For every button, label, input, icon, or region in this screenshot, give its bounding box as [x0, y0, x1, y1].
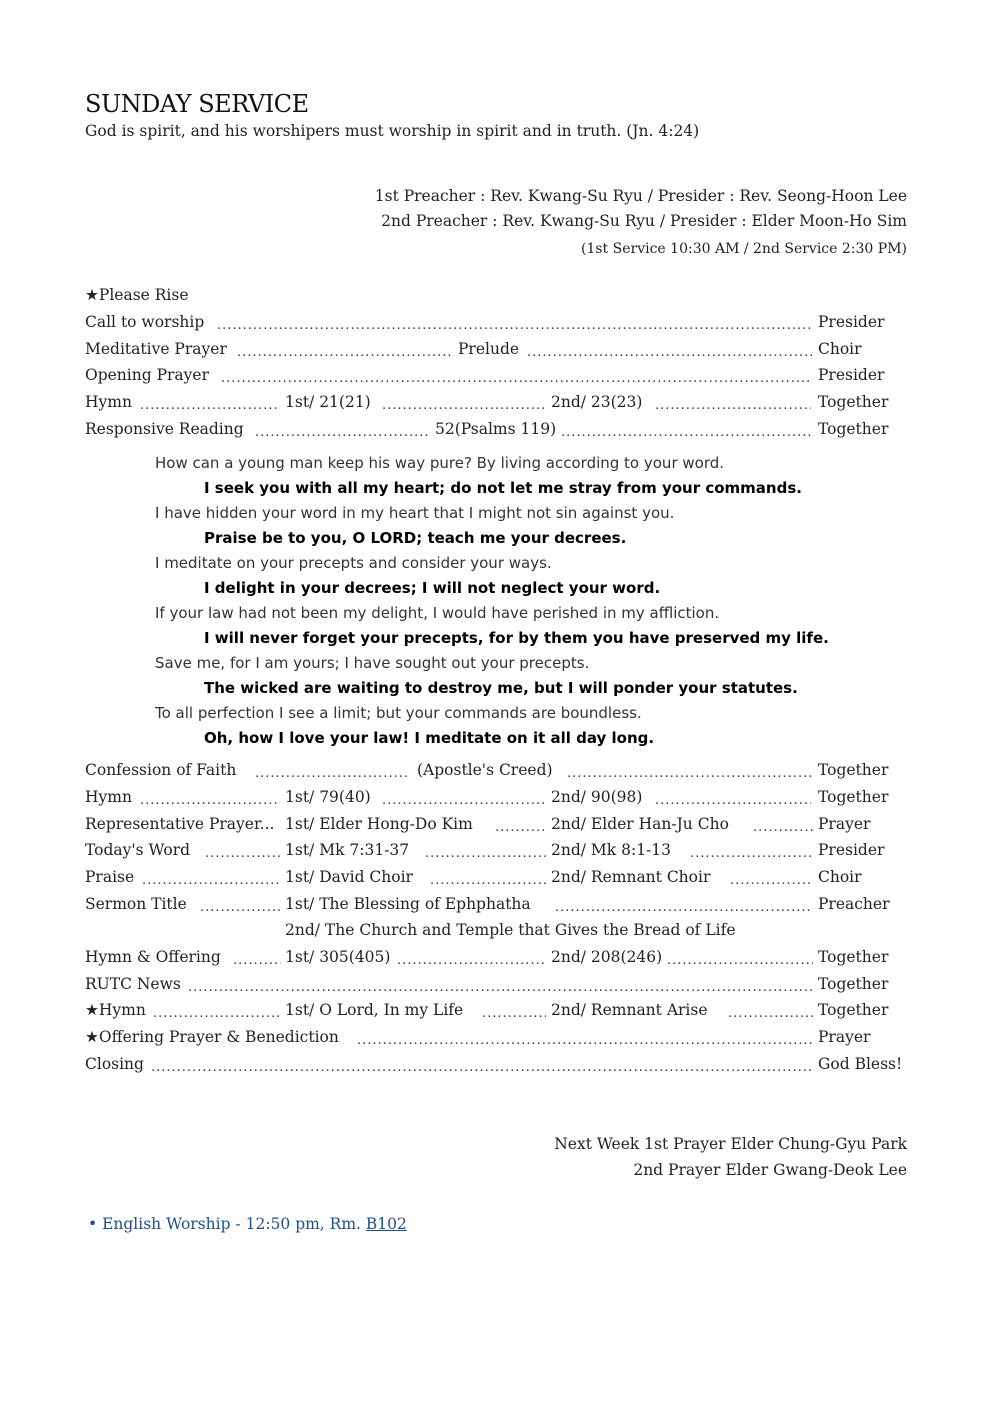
item-offering-prayer-benediction: ..... ★Offering Prayer & Benediction Prayer [85, 1028, 907, 1050]
reading-leader-line: I have hidden your word in my heart that I might not sin against you. [155, 504, 675, 522]
reading-leader-line: I meditate on your precepts and consider your ways. [155, 554, 552, 572]
english-worship-note [88, 1215, 407, 1233]
item-meditative-prayer: ..... ..... Meditative Prayer Prelude Choir [85, 340, 907, 362]
item-responsive-reading: ..... ..... Responsive Reading 52(Psalms 119) Together [85, 420, 907, 442]
english-worship-text: • English Worship - 12:50 pm, Rm. [88, 1215, 366, 1233]
item-sermon-title-2nd: 2nd/ The Church and Temple that Gives the Bread of Life [285, 921, 736, 939]
reading-leader-line: If your law had not been my delight, I would have perished in my affliction. [155, 604, 720, 622]
reading-people-line: Praise be to you, O LORD; teach me your decrees. [204, 529, 627, 547]
item-confession-of-faith: ..... ..... Confession of Faith (Apostle's Creed) Together [85, 761, 907, 783]
item-opening-prayer: ..... Opening Prayer Presider [85, 366, 907, 388]
preacher-line-2: 2nd Preacher : Rev. Kwang-Su Ryu / Presider : Elder Moon-Ho Sim [381, 212, 907, 230]
please-rise-note: ★Please Rise [85, 286, 189, 304]
page-title: SUNDAY SERVICE [85, 90, 309, 118]
item-hymn-3: ..... ..... ..... ★Hymn 1st/ O Lord, In my Life 2nd/ Remnant Arise Together [85, 1001, 907, 1023]
item-praise: ..... ..... ..... Praise 1st/ David Choir 2nd/ Remnant Choir Choir [85, 868, 907, 890]
next-week-prayer-1: Next Week 1st Prayer Elder Chung-Gyu Park [554, 1135, 907, 1153]
reading-people-line: The wicked are waiting to destroy me, but I will ponder your statutes. [204, 679, 798, 697]
theme-verse: God is spirit, and his worshipers must worship in spirit and in truth. (Jn. 4:24) [85, 122, 700, 140]
preacher-line-1: 1st Preacher : Rev. Kwang-Su Ryu / Presider : Rev. Seong-Hoon Lee [374, 187, 907, 205]
reading-leader-line: To all perfection I see a limit; but your commands are boundless. [155, 704, 642, 722]
item-sermon-title: ..... ..... Sermon Title 1st/ The Blessing of Ephphatha Preacher [85, 895, 907, 917]
item-hymn-offering: ..... ..... ..... Hymn & Offering 1st/ 305(405) 2nd/ 208(246) Together [85, 948, 907, 970]
reading-people-line: I will never forget your precepts, for by them you have preserved my life. [204, 629, 829, 647]
item-call-to-worship: ..... Call to worship Presider [85, 313, 907, 335]
room-link[interactable]: B102 [365, 1215, 407, 1233]
next-week-prayer-2: 2nd Prayer Elder Gwang-Deok Lee [633, 1161, 907, 1179]
reading-leader-line: How can a young man keep his way pure? By living according to your word. [155, 454, 725, 472]
item-representative-prayer: ..... ..... Representative Prayer... 1st/ Elder Hong-Do Kim 2nd/ Elder Han-Ju Cho Prayer [85, 815, 907, 837]
service-times: (1st Service 10:30 AM / 2nd Service 2:30 PM) [581, 241, 907, 257]
item-todays-word: ..... ..... ..... Today's Word 1st/ Mk 7:31-37 2nd/ Mk 8:1-13 Presider [85, 841, 907, 863]
item-hymn-2: ..... ..... ..... Hymn 1st/ 79(40) 2nd/ 90(98) Together [85, 788, 907, 810]
item-closing: ..... Closing God Bless! [85, 1055, 907, 1077]
reading-leader-line: Save me, for I am yours; I have sought out your precepts. [155, 654, 590, 672]
item-hymn-1: ..... ..... ..... Hymn 1st/ 21(21) 2nd/ 23(23) Together [85, 393, 907, 415]
reading-people-line: I delight in your decrees; I will not neglect your word. [204, 579, 661, 597]
reading-people-line: I seek you with all my heart; do not let me stray from your commands. [204, 479, 802, 497]
reading-people-line: Oh, how I love your law! I meditate on it all day long. [204, 729, 655, 747]
item-rutc-news: ..... RUTC News Together [85, 975, 907, 997]
